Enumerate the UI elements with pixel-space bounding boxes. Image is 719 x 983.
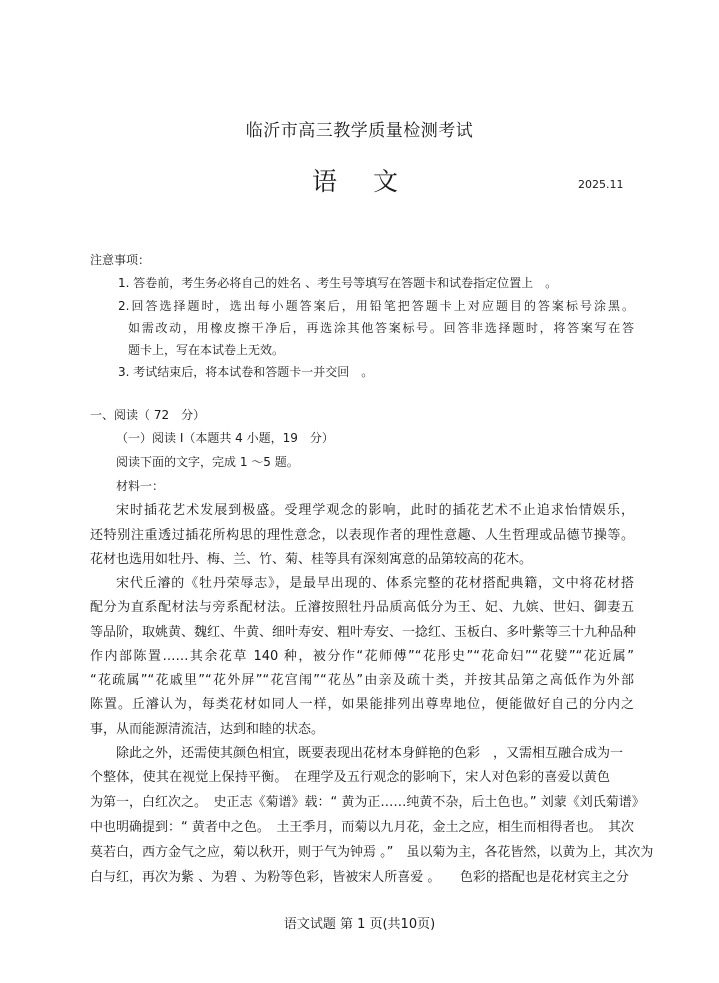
page-footer: 语文试题 第 1 页(共10页) [283, 917, 436, 932]
notes-heading: 注意事项： [90, 253, 151, 267]
notes-item-2-end: 题卡上，写在本试卷上无效。 [128, 343, 285, 357]
passage-line: 中也明确提到：“ 黄者中之色。 土王季月，而菊以九月花，金土之应，相生而相得者也。 其次 [90, 820, 634, 835]
notes-item-1: 1. 答卷前，考生务必将自己的姓名 、考生号等填写在答题卡和试卷指定位置上 。 [118, 276, 558, 290]
passage-line: 除此之外，还需使其颜色相宜，既要表现出花材本身鲜艳的色彩 ，又需相互融合成为一 [116, 746, 624, 761]
exam-date: 2025.11 [578, 178, 624, 191]
notes-item-2-cont: 如需改动，用橡皮擦干净后，再选涂其他答案标号。回答非选择题时，将答案写在答 [128, 321, 634, 335]
section-subheading: （一）阅读 Ⅰ（本题共 4 小题，19 分） [116, 431, 334, 445]
passage-line: 花材也选用如牡丹、梅、兰、竹、菊、桂等具有深刻寓意的品第较高的花木。 [90, 552, 533, 567]
passage-line: 为第一，白红次之。 史正志《菊谱》载：“ 黄为正……纯黄不杂，后土色也。” 刘蒙《刘氏菊谱》 [90, 795, 645, 810]
subject-title: 语文 [312, 167, 435, 196]
passage-line: 白与红，再次为紫 、为碧 、为粉等色彩，皆被宋人所喜爱 。 色彩的搭配也是花材宾主之分 [90, 870, 629, 885]
passage-line: 配分为直系配材法与旁系配材法。丘濬按照牡丹品质高低分为王、妃、九嫔、世妇、御妻五 [90, 600, 634, 615]
notes-item-3: 3. 考试结束后，将本试卷和答题卡一并交回 。 [118, 365, 374, 379]
section-heading: 一、阅读（ 72 分） [90, 408, 206, 422]
passage-line: 个整体，使其在视觉上保持平衡。 在理学及五行观念的影响下，宋人对色彩的喜爱以黄色 [90, 770, 610, 785]
passage-line: 宋代丘濬的《牡丹荣辱志》，是最早出现的、体系完整的花材搭配典籍，文中将花材搭 [116, 576, 634, 591]
passage-line: 事，从而能源清流洁，达到和睦的状态。 [90, 722, 325, 737]
passage-line: 还特别注重透过插花所构思的理性意念，以表现作者的理性意趣、人生哲理或品德节操等。 [90, 528, 634, 543]
passage-line: 宋时插花艺术发展到极盛。受理学观念的影响，此时的插花艺术不止追求怡情娱乐， [116, 503, 634, 518]
passage-line: 莫若白，西方金气之应，菊以秋开，则于气为钟焉 。” 虽以菊为主，各花皆然，以黄为上，其次为 [90, 845, 654, 860]
passage-line: 陈置。丘濬认为，每类花材如同人一样，如果能排列出尊卑地位，便能做好自己的分内之 [90, 697, 634, 712]
material-label: 材料一： [116, 479, 165, 493]
passage-line: 作内部陈置……其余花草 140 种，被分作“花师傅”“花彤史”“花命妇”“花嬖”“花近属” [90, 649, 634, 664]
passage-line: “花疏属”“花戚里”“花外屏”“花宫闱”“花丛”由亲及疏十类，并按其品第之高低作为外部 [90, 673, 634, 688]
notes-item-2: 2.回答选择题时，选出每小题答案后，用铅笔把答题卡上对应题目的答案标号涂黑。 [118, 299, 634, 313]
section-instruction: 阅读下面的文字，完成 1 ～5 题。 [116, 455, 299, 469]
exam-title: 临沂市高三教学质量检测考试 [245, 121, 474, 141]
passage-line: 等品阶，取姚黄、魏红、牛黄、细叶寿安、粗叶寿安、一捻红、玉板白、多叶紫等三十九种品种 [90, 625, 637, 640]
